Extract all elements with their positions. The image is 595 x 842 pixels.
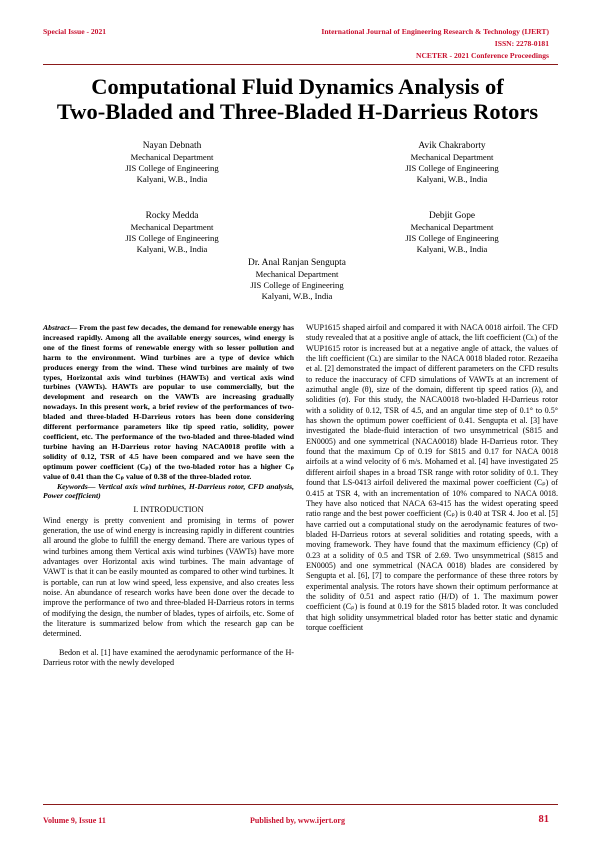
author-name: Avik Chakraborty — [418, 141, 486, 151]
author-block — [362, 140, 542, 186]
volume-label: Volume 9, Issue 11 — [43, 816, 106, 825]
author-dept: Mechanical Department — [410, 152, 494, 162]
author-name: Dr. Anal Ranjan Sengupta — [248, 258, 346, 268]
publisher-label: Published by, www.ijert.org — [250, 816, 345, 825]
section-heading: I. INTRODUCTION — [133, 505, 204, 515]
page-number: 81 — [538, 814, 549, 825]
intro-paragraph: Wind energy is pretty convenient and promising in terms of power generation, the use of wind energy is increasing rapidly in different countries all around the globe to fulfill the energy demand. There are various types of wind turbines among them Vertical axis wind turbines (VAWTs) have more advantages over Horizontal axis wind turbines. The main advantage of VAWT is that it can be easily mounted as compared to other wind turbines. It is portable, can run at low wind speed, less expensive, and also creates less noise. An abundance of research works have been done over the decade to improve the performance of two and three-bladed H-Darrieus rotors in terms of modifying the design, the number of blades, types of airfoils, etc. Some of the literature is summarized below from which the research gap can be determined. — [43, 515, 294, 639]
conference-label: NCETER - 2021 Conference Proceedings — [415, 51, 549, 60]
author-place: Kalyani, W.B., India — [136, 174, 208, 185]
author-college: JIS College of Engineering — [125, 163, 219, 174]
left-column — [43, 323, 294, 668]
author-dept: Mechanical Department — [255, 269, 339, 279]
issue-label: Special Issue - 2021 — [43, 27, 107, 36]
issn-label: ISSN: 2278-0181 — [494, 39, 549, 48]
author-name: Rocky Medda — [145, 211, 199, 221]
author-name: Nayan Debnath — [142, 141, 202, 151]
author-block — [82, 140, 262, 186]
author-place: Kalyani, W.B., India — [416, 244, 488, 255]
abstract-text: From the past few decades, the demand for renewable energy has increased rapidly. Among all the available energy sources, wind energy is one of the finest forms of renewable energy with so lesser pollution and harm to the environment. Wind turbines are a type of device which produces energy from the wind. These wind turbines are mainly of two types, Horizontal axis wind turbines (HAWTs) and vertical axis wind turbines (VAWTs). HAWTs are popular to use commercially, but the development and research on the VAWTs are increasing gradually nowadays. In this present work, a brief review of the performances of two-bladed and three-bladed H-Darrieus rotors has been done considering different performance parameters like tip speed ratio, solidity, power coefficient, etc. The performance of the two-bladed and three-bladed wind turbine having an H-Darrieus rotor having NACA0018 profile with a solidity of 0.12, TSR of 4.5 have been compared and we have seen the optimum power coefficient (Cₚ) of the two-bladed rotor has a higher Cₚ value of 0.41 than the Cₚ value of 0.38 of the three-bladed rotor. — [43, 323, 295, 481]
journal-name: International Journal of Engineering Research & Technology (IJERT) — [321, 27, 549, 36]
right-column — [306, 323, 558, 633]
footer-rule — [43, 804, 558, 805]
author-dept: Mechanical Department — [410, 222, 494, 232]
author-college: JIS College of Engineering — [405, 163, 499, 174]
author-college: JIS College of Engineering — [405, 233, 499, 244]
header-rule — [43, 64, 558, 65]
journal-header — [321, 26, 549, 62]
title-line-1: Computational Fluid Dynamics Analysis of — [91, 74, 504, 99]
abstract — [43, 323, 294, 482]
keywords: Keywords— Vertical axis wind turbines, H-Darrieus rotor, CFD analysis, Power coefficient) — [43, 481, 294, 501]
author-place: Kalyani, W.B., India — [416, 174, 488, 185]
author-dept: Mechanical Department — [130, 222, 214, 232]
author-college: JIS College of Engineering — [250, 280, 344, 291]
author-college: JIS College of Engineering — [125, 233, 219, 244]
author-block — [362, 210, 542, 256]
author-dept: Mechanical Department — [130, 152, 214, 162]
author-name: Debjit Gope — [428, 211, 476, 221]
paper-title — [20, 74, 575, 124]
author-block — [82, 210, 262, 256]
abstract-label: Abstract— — [43, 323, 78, 332]
title-line-2: Two-Bladed and Three-Bladed H-Darrieus Rotors — [56, 99, 539, 124]
author-place: Kalyani, W.B., India — [261, 291, 333, 302]
intro-paragraph: Bedon et al. [1] have examined the aerodynamic performance of the H-Darrieus rotor with the newly developed — [43, 647, 294, 668]
author-block — [207, 257, 387, 303]
body-paragraph: WUP1615 shaped airfoil and compared it with NACA 0018 airfoil. The CFD study revealed that at a positive angle of attack, the lift coefficient (Cʟ) of the WUP1615 rotor is increased but at a negative angle of attack, the values of the lift coefficient (Cʟ) are similar to the NACA 0018 bladed rotor. Rezaeiha et al. [2] demonstrated the impact of different parameters on the CFD results to reduce the inaccuracy of CFD simulations of VAWTs at an increment of azimuthal angle (θ), size of the domain, different tip speed ratios (λ), and solidities (σ). For this study, the NACA0018 two-bladed H-Darrieus rotor with a solidity of 0.12, TSR of 4.5, and an angular time step of 0.1° to 0.5° has shown the optimum power coefficient of 0.41. Sengupta et al. [3] have investigated the blade-fluid interaction of two unsymmetrical (S815 and EN0005) and one symmetrical (NACA0018) blade H-Darrieus rotor. They found that the maximum Cp of 0.19 for S815 and 0.17 for NACA 0018 airfoils at a wind velocity of 6 m/s. Mohamed et al. [4] have investigated 25 different airfoil shapes in a broad TSR range with rotor solidity of 0.1. They found that LS-0413 airfoil delivered the maximal power coefficient (Cₚ) of 0.415 at TSR 4, with an incrementation of 10% compared to NACA 0018. They have also noticed that NACA 63-415 has the widest operating speed ratio range and the best power coefficient (Cₚ) is 0.40 at TSR 4. Joo et al. [5] have carried out a computational study on the aerodynamic features of two-bladed H-Darrieus rotors at several solidities and rotating speeds, with a moving framework. They have found that the maximum efficiency (Cp) of 0.23 at a solidity of 0.5 and TSR of 2.69. Two unsymmetrical (S815 and EN0005) and one symmetrical (NACA 0018) blades are considered by Sengupta et al. [6], [7] to compare the performance of these three rotors by experimental analysis. The rotors have shown their optimum performance at the solidity of 0.51 and aspect ratio (H/D) of 1. The maximum power coefficient (Cₚ) is found at 0.19 for the S815 bladed rotor. It was concluded that high solidity unsymmetrical bladed rotor has better static and dynamic torque coefficient — [306, 323, 558, 632]
author-place: Kalyani, W.B., India — [136, 244, 208, 255]
